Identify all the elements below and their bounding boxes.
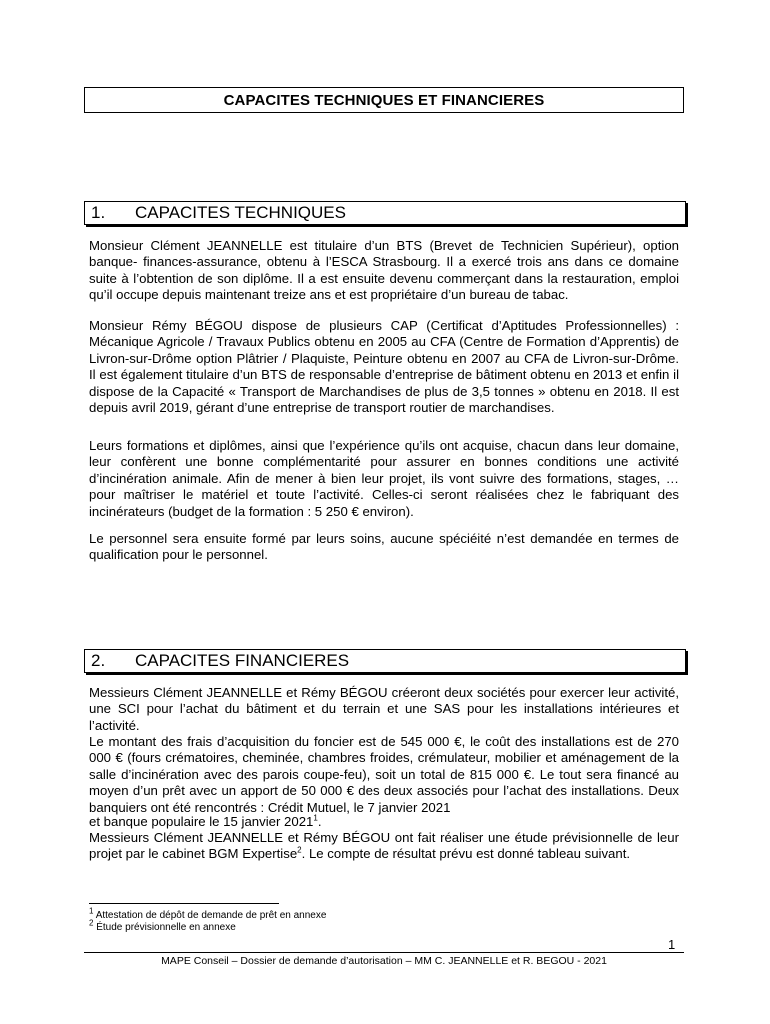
section-number: 2. <box>91 651 106 670</box>
paragraph-bank-date <box>89 814 679 830</box>
paragraph-costs: Le montant des frais d’acquisition du foncier est de 545 000 €, le coût des installations est de 270 000 € (fours crématoires, cheminée, chambres froides, crémulateur, mobilier et aménagement de la salle d’incinération avec des parois coupe-feu), soit un total de 815 000 €. Le tout sera financé au moyen d’un prêt avec un apport de 50 000 € des deux associés pour l’achat des installations. Deux banquiers ont été rencontrés : Crédit Mutuel, le 7 janvier 2021 <box>89 734 679 815</box>
section-heading-technical <box>84 201 686 225</box>
footnote-text: Étude prévisionnelle en annexe <box>96 922 236 933</box>
footnote-mark: 1 <box>89 906 94 916</box>
study-text-start: Messieurs Clément JEANNELLE et Rémy BÉGOU ont fait réaliser une étude prévisionnelle de leur projet par le cabinet BGM Expertise <box>89 830 679 862</box>
footnote-2 <box>89 918 236 933</box>
document-title: CAPACITES TECHNIQUES ET FINANCIERES <box>84 87 684 113</box>
page-footer: MAPE Conseil – Dossier de demande d’autorisation – MM C. JEANNELLE et R. BEGOU - 2021 <box>161 955 607 967</box>
footnote-ref-1[interactable]: 1 <box>313 813 318 823</box>
footnote-ref-2[interactable]: 2 <box>297 846 302 856</box>
page-number: 1 <box>668 937 676 952</box>
footer-separator <box>84 952 684 953</box>
study-text-end: . Le compte de résultat prévu est donné tableau suivant. <box>301 846 631 862</box>
footnote-separator <box>89 903 279 904</box>
footnote-text: Attestation de dépôt de demande de prêt en annexe <box>95 910 327 921</box>
paragraph-jeannelle-qualifications: Monsieur Clément JEANNELLE est titulaire d’un BTS (Brevet de Technicien Supérieur), option banque- finances-assurance, obtenu à l’ESCA Strasbourg. Il a exercé trois ans dans ce domaine suite à l’obtention de son diplôme. Il a est ensuite devenu commerçant dans la restauration, emploi qu’il occupe depuis maintenant treize ans et est propriétaire d’un bureau de tabac. <box>89 238 679 303</box>
paragraph-training: Leurs formations et diplômes, ainsi que l’expérience qu’ils ont acquise, chacun dans leur domaine, leur confèrent une bonne complémentarité pour assurer en bonnes conditions une activité d’incinération animale. Afin de mener à bien leur projet, ils vont suivre des formations, stages, … pour maîtriser le matériel et toute l’activité. Celles-ci seront réalisées chez le fabriquant des incinérateurs (budget de la formation : 5 250 € environ). <box>89 438 679 519</box>
paragraph-companies: Messieurs Clément JEANNELLE et Rémy BÉGOU créeront deux sociétés pour exercer leur activité, une SCI pour l’achat du bâtiment et du terrain et une SAS pour les installations intérieures et l’activité. <box>89 685 679 733</box>
section-heading-financial <box>84 649 686 673</box>
paragraph-begou-qualifications: Monsieur Rémy BÉGOU dispose de plusieurs CAP (Certificat d’Aptitudes Professionnelles) : Mécanique Agricole / Travaux Publics obtenu en 2005 au CFA (Centre de Formation d’Apprentis) de Livron-sur-Drôme option Plâtrier / Plaquiste, Peinture obtenu en 2007 au CFA de Livron-sur-Drôme. Il est également titulaire d’un BTS de responsable d’entreprise de bâtiment obtenu en 2013 et enfin il dispose de la Capacité « Transport de Marchandises de plus de 3,5 tonnes » obtenu en 2018. Il est depuis avril 2019, gérant d’une entreprise de transport routier de marchandises. <box>89 318 679 416</box>
sentence-end: . <box>317 814 322 829</box>
paragraph-study <box>89 830 679 863</box>
bank-date-text: et banque populaire le 15 janvier 2021 <box>89 814 314 829</box>
footnote-1 <box>89 906 327 921</box>
section-title: CAPACITES TECHNIQUES <box>135 203 346 222</box>
footnote-mark: 2 <box>89 918 94 928</box>
paragraph-staff: Le personnel sera ensuite formé par leurs soins, aucune spéciéité n’est demandée en termes de qualification pour le personnel. <box>89 531 679 563</box>
section-title: CAPACITES FINANCIERES <box>135 651 350 670</box>
section-number: 1. <box>91 203 106 222</box>
